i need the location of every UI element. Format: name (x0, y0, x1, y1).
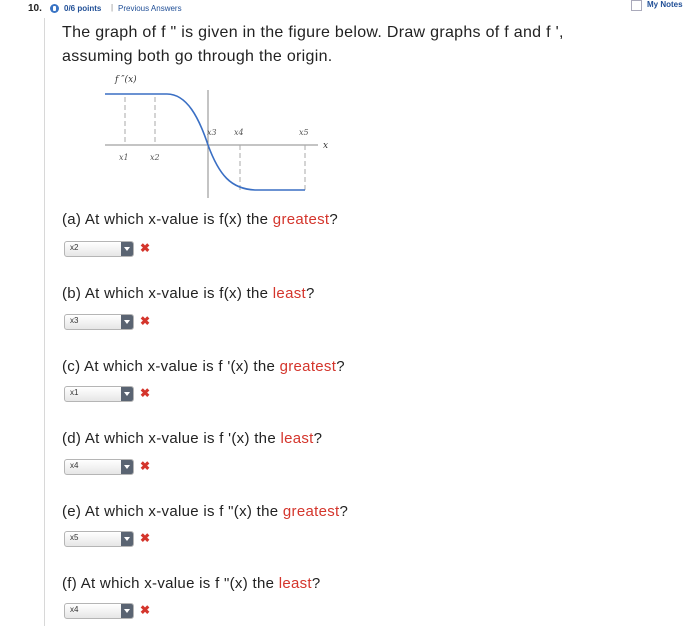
tick-label-x2: x2 (150, 153, 160, 162)
chevron-down-icon[interactable] (121, 315, 133, 329)
answer-d-dropdown[interactable] (64, 459, 134, 475)
tick-label-x3: x3 (207, 128, 217, 137)
question-c-emphasis: greatest (279, 358, 337, 375)
question-e-text: (e) At which x-value is f "(x) the (62, 503, 283, 520)
question-b-text: (b) At which x-value is f(x) the (62, 285, 273, 302)
my-notes-link[interactable]: My Notes (647, 0, 683, 9)
question-a (62, 211, 338, 228)
function-label: f ″(x) (115, 75, 137, 85)
axis-label-x: x (323, 141, 329, 151)
incorrect-icon-d: ✖ (140, 459, 151, 473)
answer-b-dropdown[interactable] (64, 314, 134, 330)
question-d-end: ? (313, 430, 323, 447)
incorrect-icon-f: ✖ (140, 603, 151, 617)
chevron-down-icon[interactable] (121, 387, 133, 401)
incorrect-icon-a: ✖ (140, 241, 151, 255)
answer-c-dropdown[interactable] (64, 386, 134, 402)
incorrect-icon-c: ✖ (140, 386, 151, 400)
question-a-text: (a) At which x-value is f(x) the (62, 211, 273, 228)
chevron-down-icon[interactable] (121, 460, 133, 474)
points-label: 0/6 points (64, 4, 102, 13)
chevron-down-icon[interactable] (121, 532, 133, 546)
question-d-text: (d) At which x-value is f '(x) the (62, 430, 281, 447)
question-c (62, 358, 345, 375)
prompt-line-1: The graph of f " is given in the figure below. Draw graphs of f and f ', (62, 24, 564, 41)
question-number: 10. (28, 3, 42, 14)
question-c-end: ? (336, 358, 345, 375)
question-f-text: (f) At which x-value is f "(x) the (62, 575, 279, 592)
question-f (62, 575, 321, 592)
question-f-emphasis: least (278, 575, 312, 592)
answer-f-dropdown[interactable] (64, 603, 134, 619)
answer-d-value: x4 (70, 461, 79, 470)
my-notes-checkbox[interactable] (631, 0, 642, 11)
question-d-emphasis: least (280, 430, 314, 447)
question-prompt (62, 21, 662, 69)
question-e (62, 503, 348, 520)
question-f-end: ? (311, 575, 321, 592)
chevron-down-icon[interactable] (121, 242, 133, 256)
incorrect-icon-e: ✖ (140, 531, 151, 545)
f-double-prime-graph (95, 70, 345, 200)
incorrect-icon-b: ✖ (140, 314, 151, 328)
f-double-prime-curve (105, 94, 305, 190)
answer-b-value: x3 (70, 316, 79, 325)
answer-a-value: x2 (70, 243, 79, 252)
answer-e-dropdown[interactable] (64, 531, 134, 547)
question-c-text: (c) At which x-value is f '(x) the (62, 358, 280, 375)
header-separator: | (111, 3, 114, 12)
answer-f-value: x4 (70, 605, 79, 614)
info-icon[interactable] (50, 4, 59, 13)
prompt-line-2: assuming both go through the origin. (62, 48, 333, 65)
tick-label-x5: x5 (299, 128, 309, 137)
question-header (0, 0, 700, 18)
chevron-down-icon[interactable] (121, 604, 133, 618)
left-divider (44, 18, 45, 626)
answer-e-value: x5 (70, 533, 79, 542)
question-a-end: ? (329, 211, 339, 228)
question-e-emphasis: greatest (282, 503, 340, 520)
question-a-emphasis: greatest (272, 211, 330, 228)
question-b-emphasis: least (272, 285, 306, 302)
question-d (62, 430, 322, 447)
question-e-end: ? (339, 503, 349, 520)
question-b-end: ? (305, 285, 315, 302)
answer-a-dropdown[interactable] (64, 241, 134, 257)
answer-c-value: x1 (70, 388, 79, 397)
tick-label-x1: x1 (119, 153, 129, 162)
previous-answers-link[interactable]: Previous Answers (118, 4, 182, 13)
question-b (62, 285, 315, 302)
tick-label-x4: x4 (234, 128, 244, 137)
